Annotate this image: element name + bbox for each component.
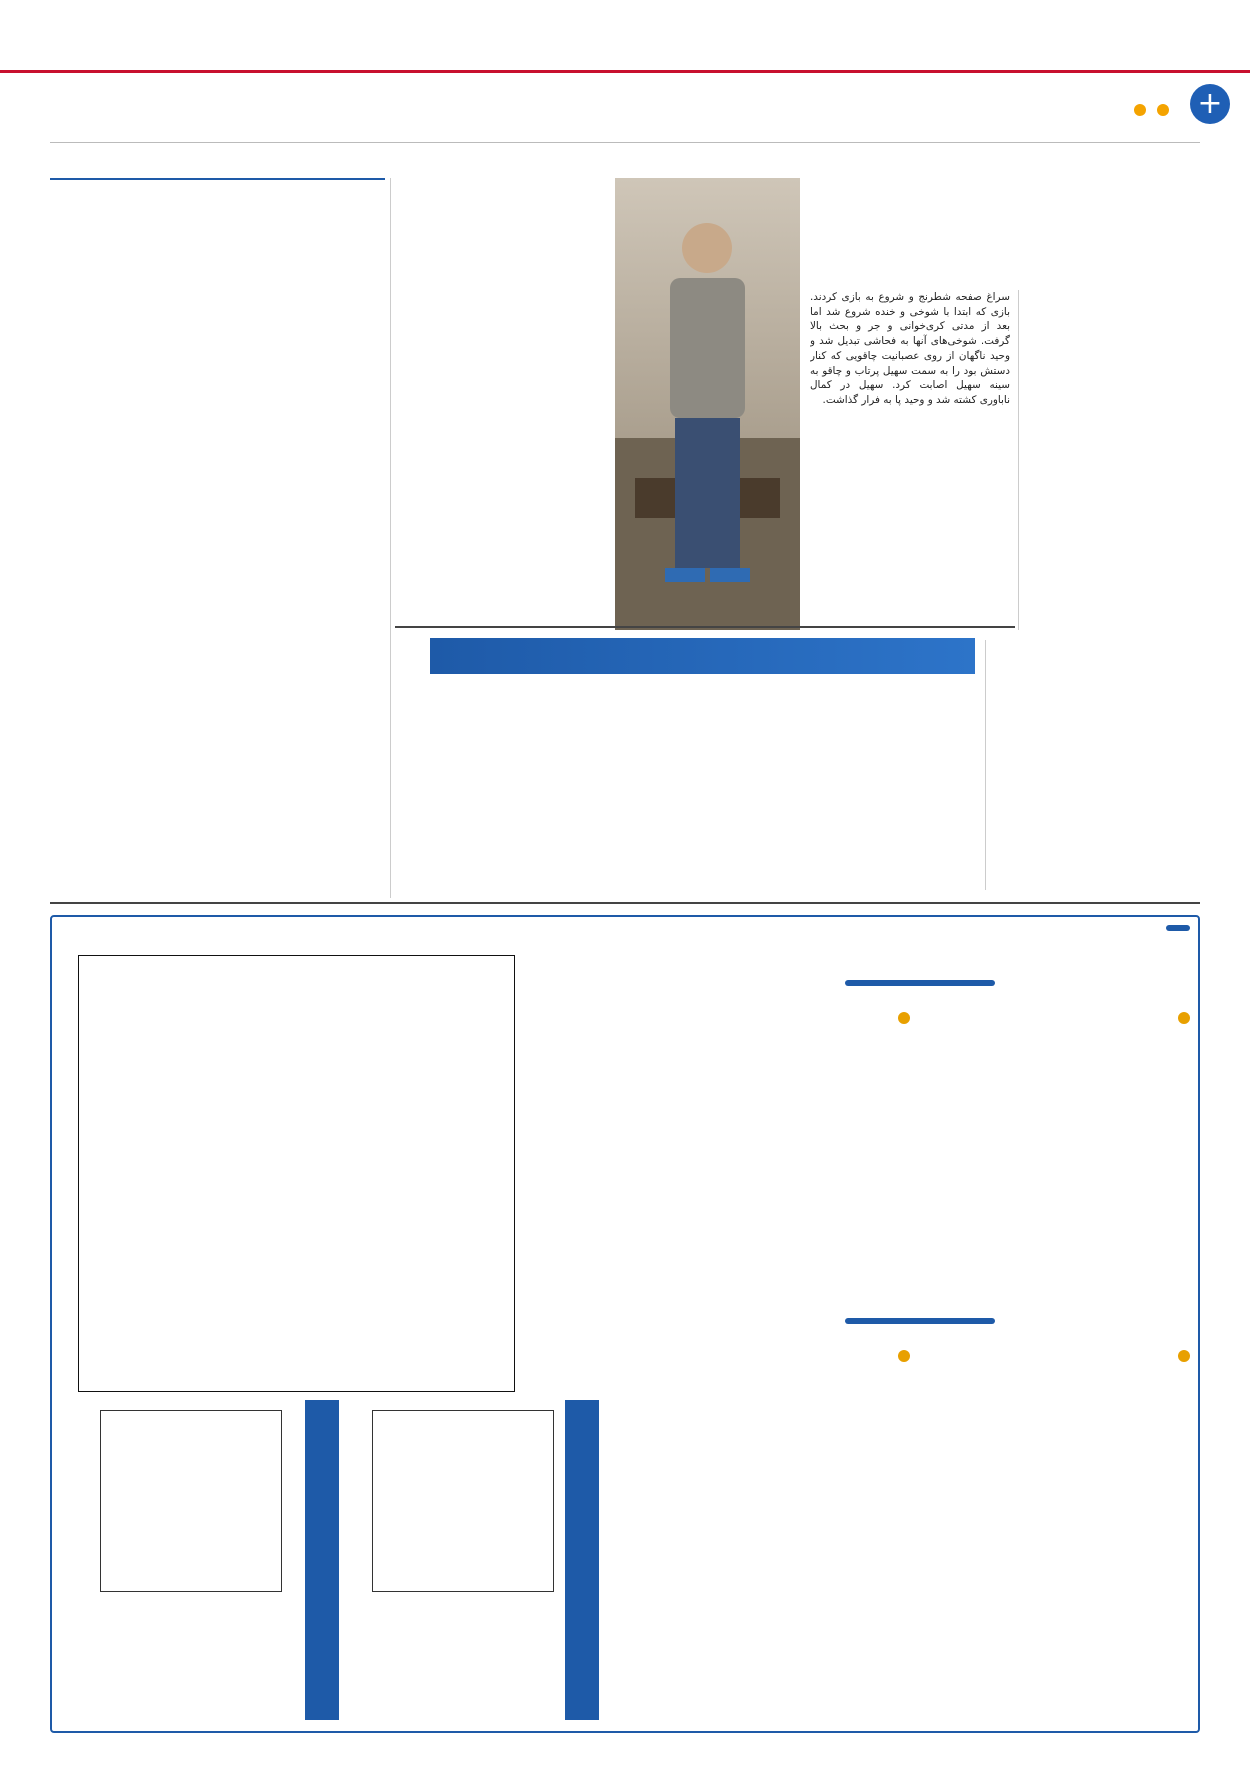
story1-photo	[615, 178, 800, 630]
column-rule	[1018, 290, 1019, 630]
header-divider	[50, 142, 1200, 143]
top-whitespace	[0, 0, 1250, 70]
story-divider	[395, 626, 1015, 628]
normal-table-title	[845, 980, 995, 986]
story1-col4	[400, 178, 605, 698]
crossword-intro	[630, 925, 1190, 931]
special-h-heading	[915, 1350, 1190, 1362]
telegram-icon	[1157, 104, 1169, 116]
story2-title-bar	[50, 178, 385, 206]
prisoner-figure-illustration	[615, 178, 800, 630]
story4-body-a	[830, 686, 980, 796]
solution-normal-label	[565, 1400, 599, 1720]
normal-vertical	[610, 1012, 910, 1024]
bullet-icon	[1178, 1012, 1190, 1024]
story2-col2	[50, 226, 212, 896]
story4-title	[430, 638, 975, 674]
special-v-heading	[610, 1350, 910, 1362]
crossword-pill	[1166, 925, 1190, 931]
special-horizontal	[915, 1350, 1190, 1362]
story4-col1	[830, 682, 980, 796]
plus-icon[interactable]: +	[1190, 84, 1230, 124]
column-rule	[390, 178, 391, 898]
bullet-icon	[1178, 1350, 1190, 1362]
bullet-icon	[898, 1012, 910, 1024]
crossword-divider	[50, 902, 1200, 904]
story1-col1	[1025, 290, 1195, 294]
story4-col2	[618, 682, 823, 892]
social-handle[interactable]	[1157, 104, 1172, 116]
story1-body-right-cont: سراغ صفحه شطرنج و شروع به بازی کردند. بازی که ابتدا با شوخی و خنده شروع شد اما بعد از مدتی کری‌خوانی و جر و بحث بالا گرفت. شوخی‌های آنها به فحاشی تبدیل شد و وحید ناگهان از روی عصبانیت چاقویی که کنار دستش بود را به سمت سهیل پرتاب و چاقو به سینه سهیل اصابت کرد. سهیل در کمال ناباوری کشته شد و وحید پا به فرار گذاشت.	[810, 291, 1010, 406]
story2-col1	[220, 226, 385, 232]
special-table-title	[845, 1318, 995, 1324]
solution-grid-special	[100, 1410, 282, 1592]
story3-body	[995, 646, 1195, 846]
normal-horizontal	[915, 1012, 1190, 1024]
top-rule	[0, 70, 1250, 73]
special-vertical	[610, 1350, 910, 1362]
crossword-grid[interactable]	[78, 955, 515, 1392]
normal-v-heading	[610, 1012, 910, 1024]
solution-special-label	[305, 1400, 339, 1720]
solution-grid-normal	[372, 1410, 554, 1592]
instagram-icon	[1134, 104, 1146, 116]
story3-block	[995, 640, 1195, 846]
story1-col2	[810, 290, 1010, 630]
story4-col3	[400, 682, 610, 892]
social-handles	[1134, 104, 1172, 116]
normal-h-heading	[915, 1012, 1190, 1024]
social-handle[interactable]	[1134, 104, 1149, 116]
column-rule	[985, 640, 986, 890]
bullet-icon	[898, 1350, 910, 1362]
